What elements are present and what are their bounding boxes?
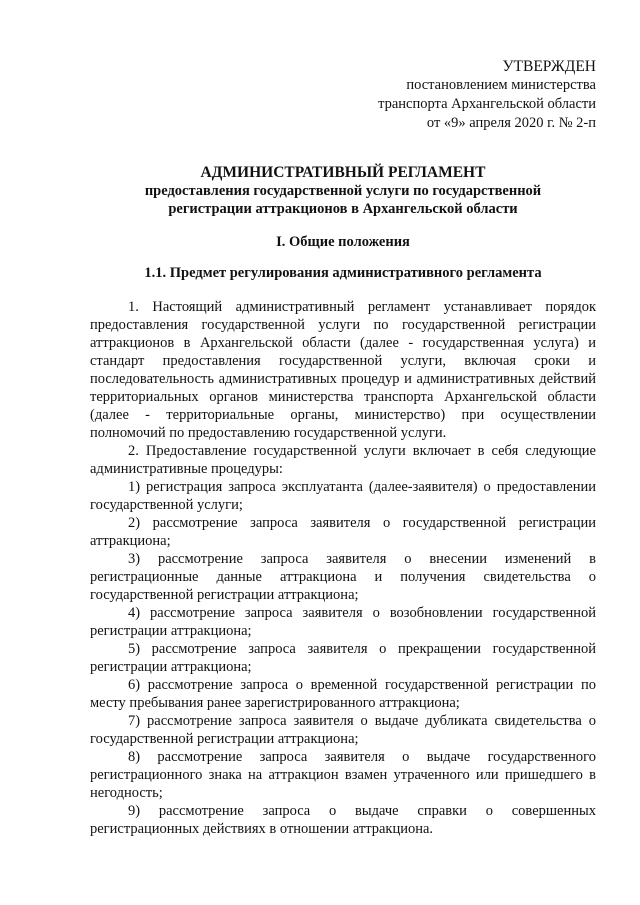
list-item: 1) регистрация запроса эксплуатанта (далее-заявителя) о предоставлении государственной услуги; — [90, 479, 596, 513]
approval-line: транспорта Архангельской области — [378, 96, 596, 112]
list-item: 5) рассмотрение запроса заявителя о прекращении государственной регистрации аттракциона; — [90, 641, 596, 675]
list-item: 8) рассмотрение запроса заявителя о выдаче государственного регистрационного знака на аттракцион взамен утраченного или пришедшего в негодность; — [90, 749, 596, 801]
list-item: 2) рассмотрение запроса заявителя о государственной регистрации аттракциона; — [90, 515, 596, 549]
document-subtitle — [90, 182, 596, 218]
approval-line: от «9» апреля 2020 г. № 2-п — [426, 115, 596, 131]
paragraph: 1. Настоящий административный регламент устанавливает порядок предоставления государственной услуги по государственной регистрации аттракционов в Архангельской области (далее - государственная услуга) и стандарт предоставления государственной услуги, включая сроки и последовательность административных процедур и административных действий территориальных органов министерства транспорта Архангельской области (далее - территориальные органы, министерство) при осуществлении полномочий по предоставлению государственной услуги. — [90, 299, 596, 441]
list-item: 4) рассмотрение запроса заявителя о возобновлении государственной регистрации аттракциона; — [90, 605, 596, 639]
list-item: 9) рассмотрение запроса о выдаче справки о совершенных регистрационных действиях в отношении аттракциона. — [90, 803, 596, 837]
section-heading: I. Общие положения — [276, 234, 410, 250]
subtitle-line: регистрации аттракционов в Архангельской области — [168, 201, 518, 217]
approval-heading: УТВЕРЖДЕН — [502, 58, 596, 75]
list-item: 6) рассмотрение запроса о временной государственной регистрации по месту пребывания ранее зарегистрированного аттракциона; — [90, 677, 596, 711]
document-title: АДМИНИСТРАТИВНЫЙ РЕГЛАМЕНТ — [200, 164, 486, 181]
approval-line: постановлением министерства — [406, 77, 596, 93]
list-item: 7) рассмотрение запроса заявителя о выдаче дубликата свидетельства о государственной регистрации аттракциона; — [90, 713, 596, 747]
document-body — [90, 298, 596, 838]
subsection-heading: 1.1. Предмет регулирования административного регламента — [144, 265, 542, 281]
approval-stamp — [378, 57, 596, 133]
subtitle-line: предоставления государственной услуги по государственной — [144, 183, 542, 199]
paragraph: 2. Предоставление государственной услуги включает в себя следующие административные процедуры: — [90, 443, 596, 477]
list-item: 3) рассмотрение запроса заявителя о внесении изменений в регистрационные данные аттракциона и получения свидетельства о государственной регистрации аттракциона; — [90, 551, 596, 603]
